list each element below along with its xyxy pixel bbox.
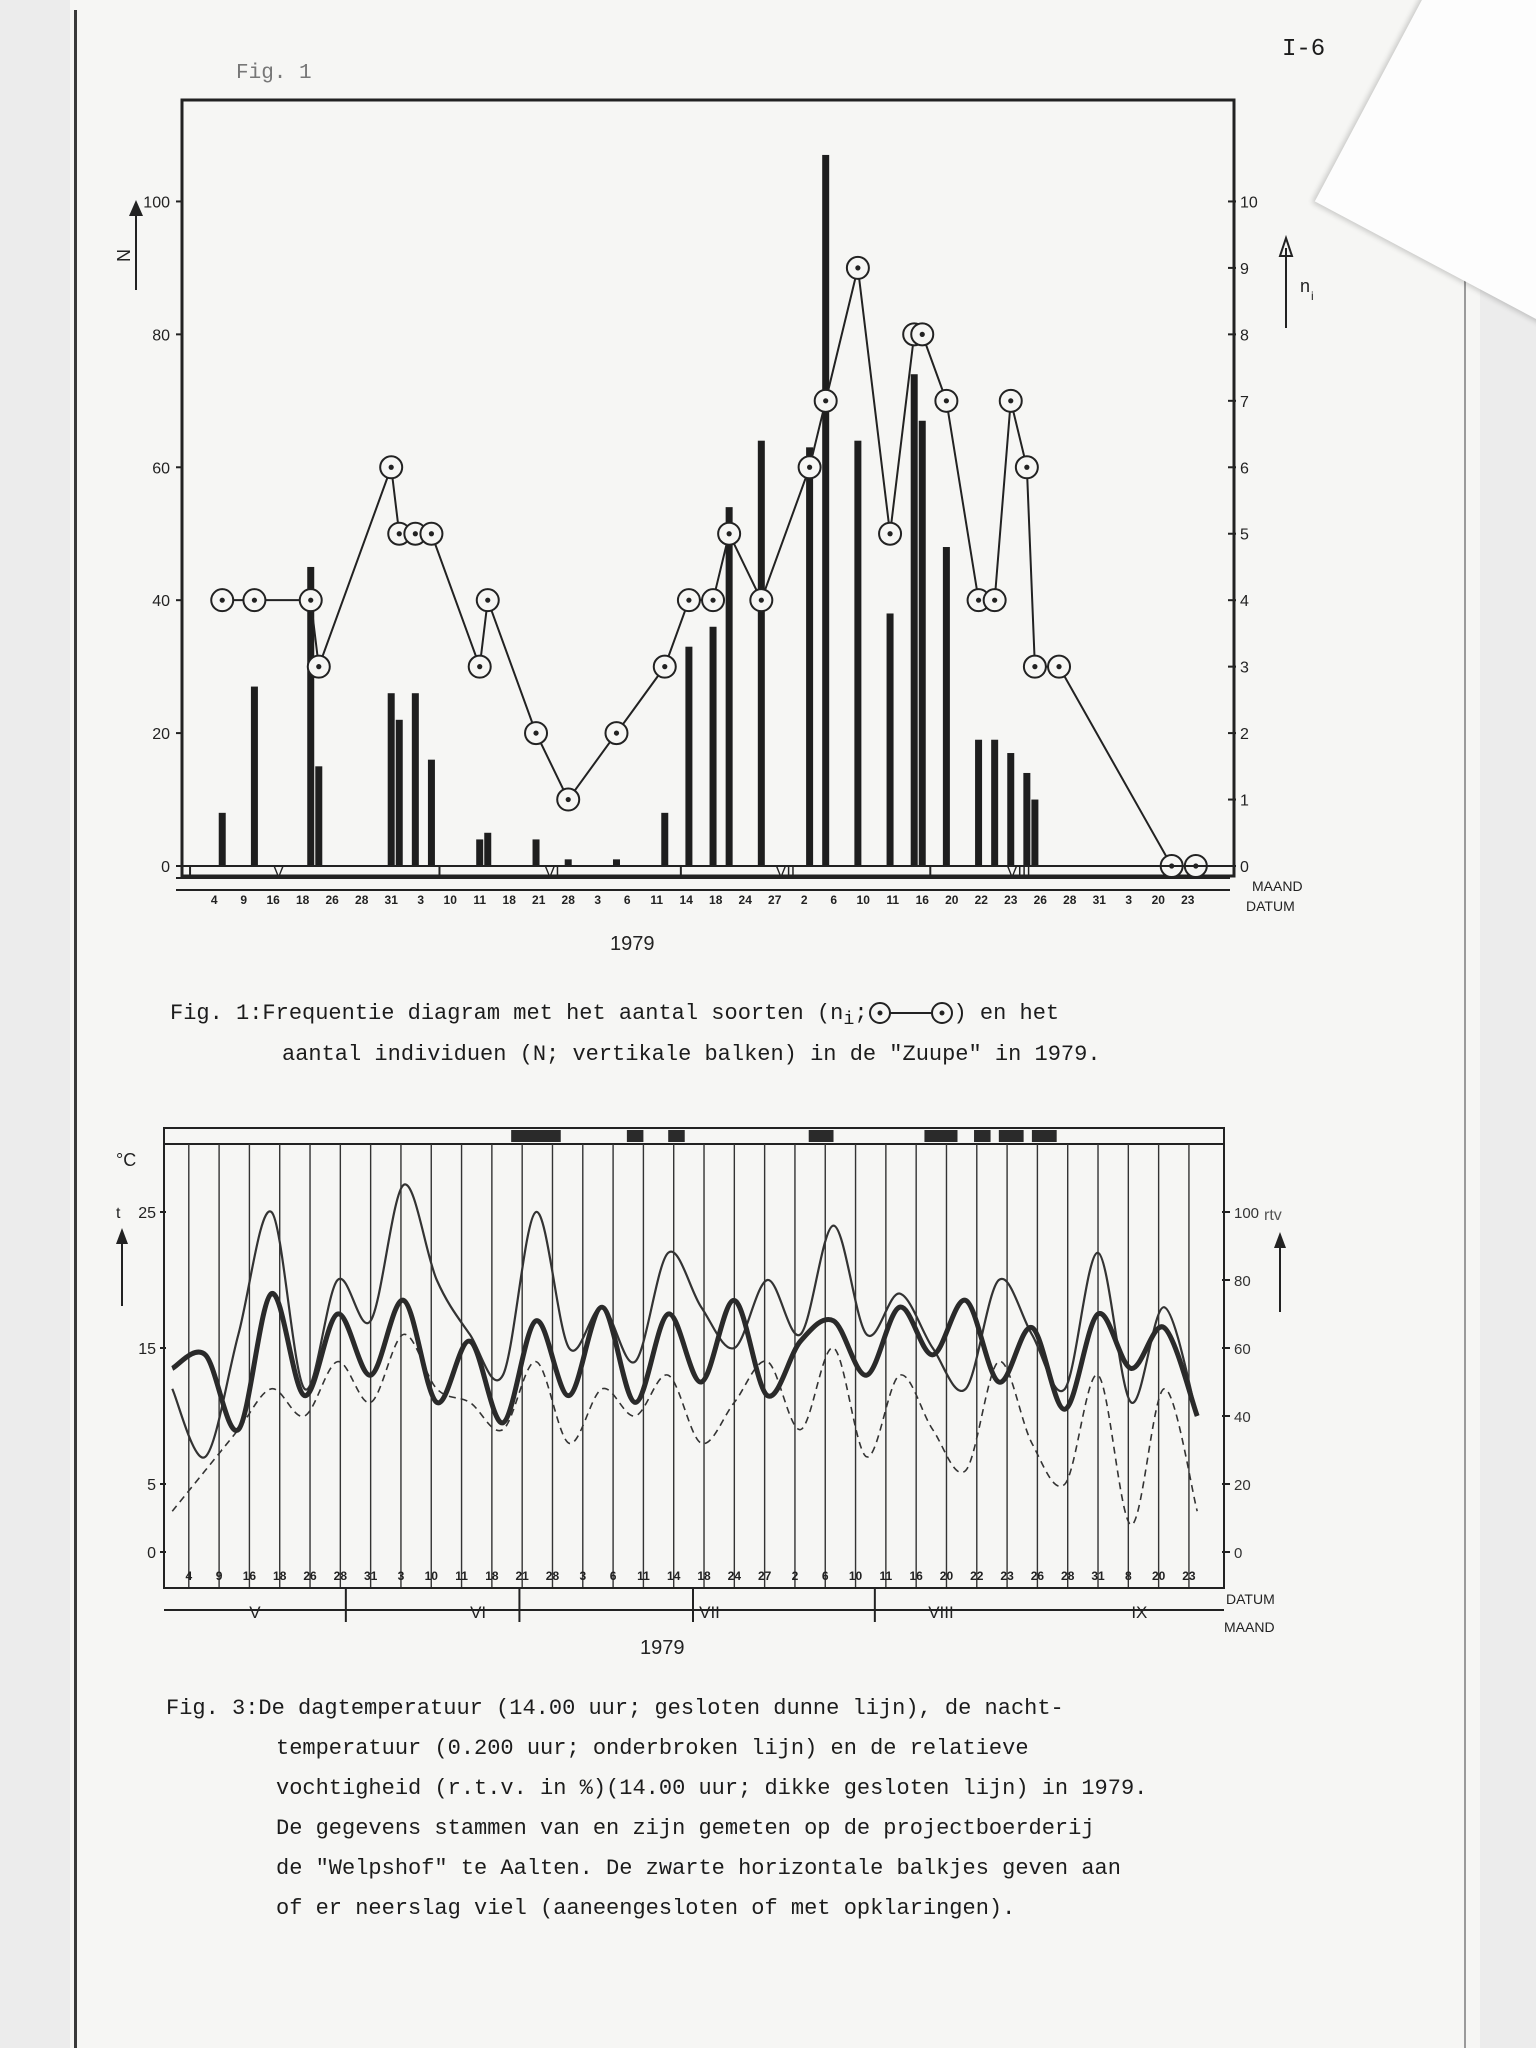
fig3-caption-line: of er neerslag viel (aaneengesloten of met opklaringen). bbox=[276, 1896, 1016, 1921]
date-row-label: DATUM bbox=[1226, 1591, 1275, 1607]
month-label: V bbox=[249, 1603, 261, 1622]
date-label: 2 bbox=[791, 1569, 799, 1583]
date-label: 26 bbox=[325, 893, 339, 907]
date-label: 23 bbox=[1181, 893, 1195, 907]
y-right-tick-label: 80 bbox=[1234, 1273, 1251, 1290]
date-label: 26 bbox=[303, 1569, 317, 1583]
date-label: 3 bbox=[417, 893, 425, 907]
date-label: 28 bbox=[1063, 893, 1077, 907]
date-label: 20 bbox=[1151, 1569, 1166, 1583]
rain-bars bbox=[511, 1130, 1057, 1142]
y-tick-label: 60 bbox=[152, 460, 170, 478]
date-label: 4 bbox=[210, 893, 218, 907]
y-right-tick-label: 20 bbox=[1234, 1477, 1251, 1494]
date-label: 9 bbox=[240, 893, 248, 907]
y-tick-label: 40 bbox=[152, 593, 170, 611]
date-label: 31 bbox=[363, 1569, 378, 1583]
y-tick-label: 80 bbox=[152, 327, 170, 345]
date-label: 16 bbox=[266, 893, 280, 907]
date-label: 20 bbox=[1151, 893, 1165, 907]
date-label: 11 bbox=[886, 893, 900, 907]
y-right-tick-label: 100 bbox=[1234, 1205, 1260, 1222]
date-label: 28 bbox=[561, 893, 575, 907]
date-label: 6 bbox=[609, 1569, 617, 1583]
date-label: 4 bbox=[185, 1569, 193, 1583]
rain-bar bbox=[1032, 1130, 1057, 1142]
y-tick-label: 0 bbox=[161, 859, 170, 876]
date-label: 18 bbox=[709, 893, 723, 907]
date-labels bbox=[185, 1569, 1195, 1583]
date-label: 16 bbox=[915, 893, 929, 907]
date-label: 9 bbox=[215, 1569, 223, 1583]
month-label: VI bbox=[544, 864, 560, 881]
date-label: 26 bbox=[1030, 1569, 1045, 1583]
y-right-tick-label: 9 bbox=[1240, 260, 1249, 278]
y-right-axis-label bbox=[1264, 1207, 1286, 1312]
y-left-unit: °C bbox=[116, 1150, 137, 1170]
date-label: 11 bbox=[650, 893, 664, 907]
month-label: IX bbox=[1131, 1603, 1148, 1622]
date-label: 31 bbox=[384, 893, 398, 907]
month-row-label: MAAND bbox=[1252, 878, 1303, 894]
rain-bar bbox=[668, 1130, 685, 1142]
date-label: 3 bbox=[397, 1569, 405, 1583]
fig3-caption-line: vochtigheid (r.t.v. in %)(14.00 uur; dikke gesloten lijn) in 1979. bbox=[276, 1776, 1148, 1801]
y-tick-label: 100 bbox=[143, 194, 170, 212]
figure-tag: Fig. 1 bbox=[236, 62, 312, 85]
date-label: 22 bbox=[974, 893, 988, 907]
svg-text:N: N bbox=[114, 249, 134, 262]
y-axis-right bbox=[1222, 1205, 1259, 1562]
fig1-caption-line2: aantal individuen (N; vertikale balken) in de "Zuupe" in 1979. bbox=[282, 1042, 1101, 1067]
date-label: 6 bbox=[623, 893, 631, 907]
y-left-axis-label bbox=[116, 1205, 128, 1306]
y-right-tick-label: 8 bbox=[1240, 327, 1249, 345]
fig1-caption-line1: Fig. 1:Frequentie diagram met het aantal soorten ($n_i$; ) en het bbox=[170, 1000, 1060, 1031]
date-label: 23 bbox=[1182, 1569, 1196, 1583]
year-label: 1979 bbox=[610, 933, 655, 955]
date-label: 20 bbox=[939, 1569, 954, 1583]
month-labels bbox=[249, 1588, 1147, 1622]
month-label: VII bbox=[699, 1603, 720, 1622]
month-label: VI bbox=[470, 1603, 487, 1622]
date-label: 6 bbox=[830, 893, 838, 907]
y-tick-label: 0 bbox=[147, 1545, 156, 1562]
date-label: 21 bbox=[532, 893, 546, 907]
page-number: I-6 bbox=[1282, 36, 1326, 63]
date-label: 18 bbox=[697, 1569, 711, 1583]
date-label: 23 bbox=[1004, 893, 1018, 907]
date-label: 3 bbox=[594, 893, 602, 907]
date-label: 14 bbox=[679, 893, 693, 907]
svg-text:rtv: rtv bbox=[1264, 1207, 1282, 1224]
year-label: 1979 bbox=[640, 1637, 685, 1659]
date-label: 3 bbox=[1125, 893, 1133, 907]
date-label: 23 bbox=[1000, 1569, 1014, 1583]
svg-text:n: n bbox=[1300, 276, 1311, 296]
y-right-tick-label: 6 bbox=[1240, 460, 1249, 478]
date-label: 24 bbox=[738, 893, 752, 907]
date-label: 28 bbox=[1061, 1569, 1075, 1583]
line-series-dagtemperatuur bbox=[172, 1184, 1197, 1457]
date-label: 18 bbox=[296, 893, 310, 907]
y-right-tick-label: 5 bbox=[1240, 526, 1249, 544]
rain-bar bbox=[511, 1130, 561, 1142]
rain-bar bbox=[999, 1130, 1024, 1142]
fig3-caption-line: De gegevens stammen van en zijn gemeten op de projectboerderij bbox=[276, 1816, 1095, 1841]
month-row-label: MAAND bbox=[1224, 1619, 1275, 1635]
date-label: 28 bbox=[333, 1569, 348, 1583]
y-tick-label: 20 bbox=[152, 726, 170, 744]
date-label: 31 bbox=[1092, 893, 1106, 907]
date-label: 31 bbox=[1091, 1569, 1105, 1583]
date-label: 10 bbox=[424, 1569, 438, 1583]
date-label: 11 bbox=[473, 893, 487, 907]
date-row-label: DATUM bbox=[1246, 898, 1295, 914]
y-right-tick-label: 0 bbox=[1240, 859, 1249, 876]
date-label: 3 bbox=[579, 1569, 587, 1583]
y-right-tick-label: 40 bbox=[1234, 1409, 1251, 1426]
fig3-caption-line: de "Welpshof" te Aalten. De zwarte horizontale balkjes geven aan bbox=[276, 1856, 1121, 1881]
date-label: 16 bbox=[909, 1569, 923, 1583]
arrow-up-icon bbox=[116, 1228, 128, 1244]
date-label: 21 bbox=[515, 1569, 529, 1583]
date-label: 11 bbox=[637, 1569, 650, 1583]
date-label: 18 bbox=[485, 1569, 499, 1583]
y-right-tick-label: 0 bbox=[1234, 1545, 1243, 1562]
y-right-tick-label: 3 bbox=[1240, 659, 1249, 677]
date-label: 10 bbox=[848, 1569, 863, 1583]
date-label: 11 bbox=[879, 1569, 893, 1583]
y-right-tick-label: 60 bbox=[1234, 1341, 1251, 1358]
fig3-caption-line: temperatuur (0.200 uur; onderbroken lijn) en de relatieve bbox=[276, 1736, 1029, 1761]
y-tick-label: 25 bbox=[138, 1205, 156, 1222]
date-label: 28 bbox=[545, 1569, 560, 1583]
date-label: 10 bbox=[856, 893, 870, 907]
y-axis-left bbox=[138, 1205, 166, 1562]
date-label: 27 bbox=[768, 893, 782, 907]
date-label: 8 bbox=[1124, 1569, 1132, 1583]
y-right-tick-label: 4 bbox=[1240, 593, 1249, 611]
y-tick-label: 5 bbox=[147, 1477, 156, 1494]
y-right-tick-label: 2 bbox=[1240, 726, 1249, 744]
rain-bar bbox=[627, 1130, 644, 1142]
date-label: 27 bbox=[757, 1569, 772, 1583]
date-label: 16 bbox=[242, 1569, 257, 1583]
ni-symbol-icon: ; bbox=[854, 1000, 868, 1026]
month-label: VII bbox=[775, 864, 796, 881]
svg-text:t: t bbox=[116, 1205, 121, 1222]
date-label: 6 bbox=[821, 1569, 829, 1583]
month-label: VIII bbox=[928, 1603, 954, 1622]
date-label: 10 bbox=[443, 893, 457, 907]
rain-bar bbox=[924, 1130, 957, 1142]
y-right-tick-label: 10 bbox=[1240, 194, 1258, 212]
date-label: 18 bbox=[273, 1569, 287, 1583]
arrow-up-icon bbox=[1274, 1232, 1286, 1248]
date-label: 18 bbox=[502, 893, 516, 907]
y-right-tick-label: 1 bbox=[1240, 792, 1249, 810]
date-label: 20 bbox=[945, 893, 959, 907]
date-label: 28 bbox=[355, 893, 369, 907]
y-tick-label: 15 bbox=[138, 1341, 156, 1358]
rain-bar bbox=[974, 1130, 991, 1142]
date-label: 24 bbox=[727, 1569, 742, 1583]
date-label: 26 bbox=[1033, 893, 1047, 907]
date-label: 14 bbox=[667, 1569, 681, 1583]
month-label: V bbox=[273, 864, 284, 881]
y-right-tick-label: 7 bbox=[1240, 393, 1249, 411]
date-label: 11 bbox=[455, 1569, 468, 1583]
date-label: 2 bbox=[800, 893, 808, 907]
rain-bar bbox=[809, 1130, 834, 1142]
month-label: VIII bbox=[1006, 864, 1031, 881]
fig3-caption-line: Fig. 3:De dagtemperatuur (14.00 uur; gesloten dunne lijn), de nacht- bbox=[166, 1696, 1064, 1721]
date-label: 22 bbox=[970, 1569, 984, 1583]
svg-text:i: i bbox=[1311, 289, 1314, 303]
